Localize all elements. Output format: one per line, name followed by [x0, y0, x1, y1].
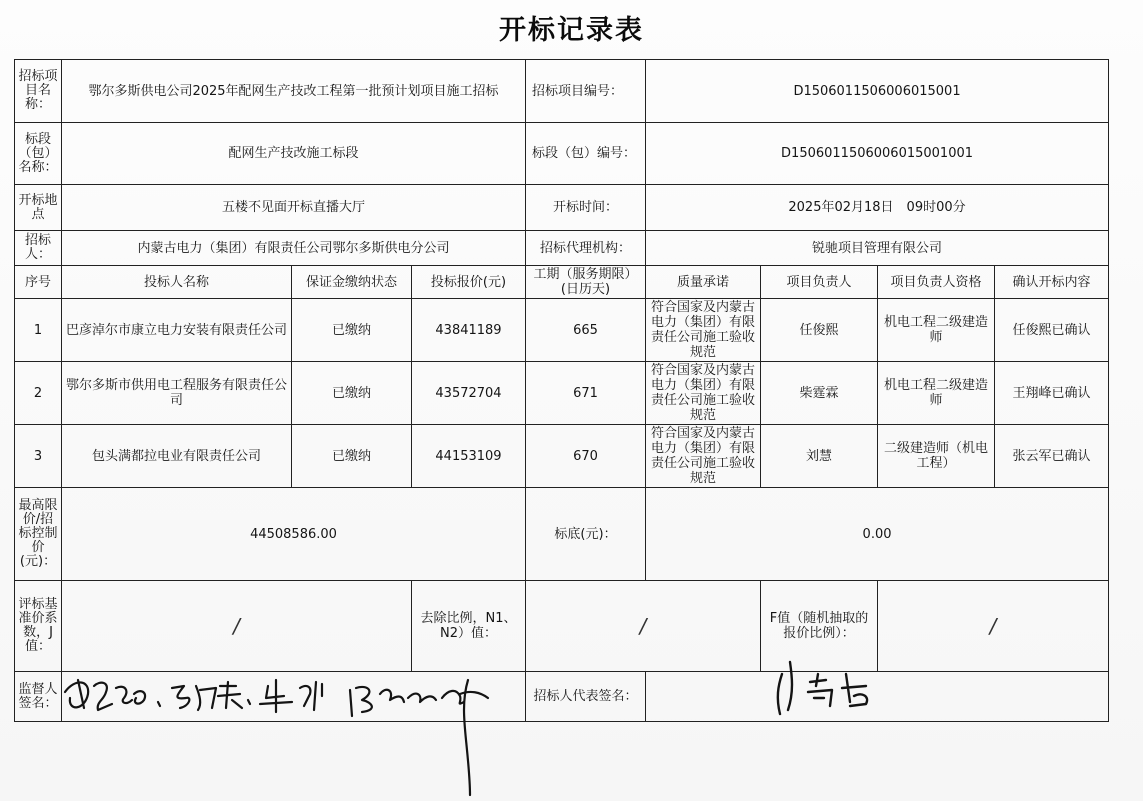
project-name-label: 招标项目名称：: [15, 60, 62, 123]
benchmark-value: /: [62, 581, 412, 672]
removal-label: 去除比例，N1、N2）值：: [412, 581, 526, 672]
table-row: [15, 299, 1109, 362]
project-no-label: 招标项目编号：: [526, 60, 646, 123]
bidder-qualification: 二级建造师（机电工程）: [878, 425, 995, 488]
bidder-confirm: 王翔峰已确认: [995, 362, 1109, 425]
removal-value: /: [526, 581, 761, 672]
location: 五楼不见面开标直播大厅: [62, 185, 526, 231]
agency-label: 招标代理机构：: [526, 231, 646, 266]
bidder-price: 44153109: [412, 425, 526, 488]
project-name: 鄂尔多斯供电公司2025年配网生产技改工程第一批预计划项目施工招标: [62, 60, 526, 123]
bidder-price: 43572704: [412, 362, 526, 425]
bidder-quality: 符合国家及内蒙古电力（集团）有限责任公司施工验收规范: [646, 425, 761, 488]
max-price: 44508586.00: [62, 488, 526, 581]
bidder-no: 3: [15, 425, 62, 488]
bidder-period: 671: [526, 362, 646, 425]
bid-opening-table: [14, 59, 1109, 722]
bidder-name: 鄂尔多斯市供用电工程服务有限责任公司: [62, 362, 292, 425]
bidder-manager: 刘慧: [761, 425, 878, 488]
col-header-period: 工期（服务期限）(日历天): [526, 266, 646, 299]
col-header-confirm: 确认开标内容: [995, 266, 1109, 299]
base-value: 0.00: [646, 488, 1109, 581]
bidder-no: 1: [15, 299, 62, 362]
bidder-period: 665: [526, 299, 646, 362]
col-header-no: 序号: [15, 266, 62, 299]
f-value: /: [878, 581, 1109, 672]
section-name: 配网生产技改施工标段: [62, 123, 526, 185]
rep-label: 招标人代表签名：: [526, 672, 646, 722]
bidder-manager: 柴霆霖: [761, 362, 878, 425]
col-header-price: 投标报价(元): [412, 266, 526, 299]
time-label: 开标时间：: [526, 185, 646, 231]
agency: 锐驰项目管理有限公司: [646, 231, 1109, 266]
bidder-price: 43841189: [412, 299, 526, 362]
opening-time: 2025年02月18日 09时00分: [646, 185, 1109, 231]
bidder-qualification: 机电工程二级建造师: [878, 299, 995, 362]
bidder-quality: 符合国家及内蒙古电力（集团）有限责任公司施工验收规范: [646, 299, 761, 362]
supervisor-signatures: [60, 650, 500, 800]
supervisor-label: 监督人签名：: [15, 672, 62, 722]
base-label: 标底(元)：: [526, 488, 646, 581]
rep-signature: [770, 652, 900, 722]
benchmark-label: 评标基准价系数，J值：: [15, 581, 62, 672]
table-row: [15, 425, 1109, 488]
project-no: D1506011506006015001: [646, 60, 1109, 123]
bidder-deposit: 已缴纳: [292, 425, 412, 488]
document-title: 开标记录表: [499, 15, 644, 46]
bidder-qualification: 机电工程二级建造师: [878, 362, 995, 425]
bidder-period: 670: [526, 425, 646, 488]
col-header-qualification: 项目负责人资格: [878, 266, 995, 299]
bidder-name: 巴彦淖尔市康立电力安装有限责任公司: [62, 299, 292, 362]
bidder-confirm: 张云军已确认: [995, 425, 1109, 488]
location-label: 开标地点: [15, 185, 62, 231]
bidder-confirm: 任俊熙已确认: [995, 299, 1109, 362]
bidder-name: 包头满都拉电业有限责任公司: [62, 425, 292, 488]
section-no-label: 标段（包）编号：: [526, 123, 646, 185]
section-no: D1506011506006015001001: [646, 123, 1109, 185]
bidder-deposit: 已缴纳: [292, 362, 412, 425]
bidder-deposit: 已缴纳: [292, 299, 412, 362]
tenderer: 内蒙古电力（集团）有限责任公司鄂尔多斯供电分公司: [62, 231, 526, 266]
col-header-manager: 项目负责人: [761, 266, 878, 299]
col-header-quality: 质量承诺: [646, 266, 761, 299]
col-header-bidder: 投标人名称: [62, 266, 292, 299]
bidder-quality: 符合国家及内蒙古电力（集团）有限责任公司施工验收规范: [646, 362, 761, 425]
section-name-label: 标段（包）名称：: [15, 123, 62, 185]
bidder-manager: 任俊熙: [761, 299, 878, 362]
max-price-label: 最高限价/招标控制价(元)：: [15, 488, 62, 581]
table-row: [15, 362, 1109, 425]
f-label: F值（随机抽取的报价比例）：: [761, 581, 878, 672]
bidder-no: 2: [15, 362, 62, 425]
tenderer-label: 招标人：: [15, 231, 62, 266]
col-header-deposit: 保证金缴纳状态: [292, 266, 412, 299]
